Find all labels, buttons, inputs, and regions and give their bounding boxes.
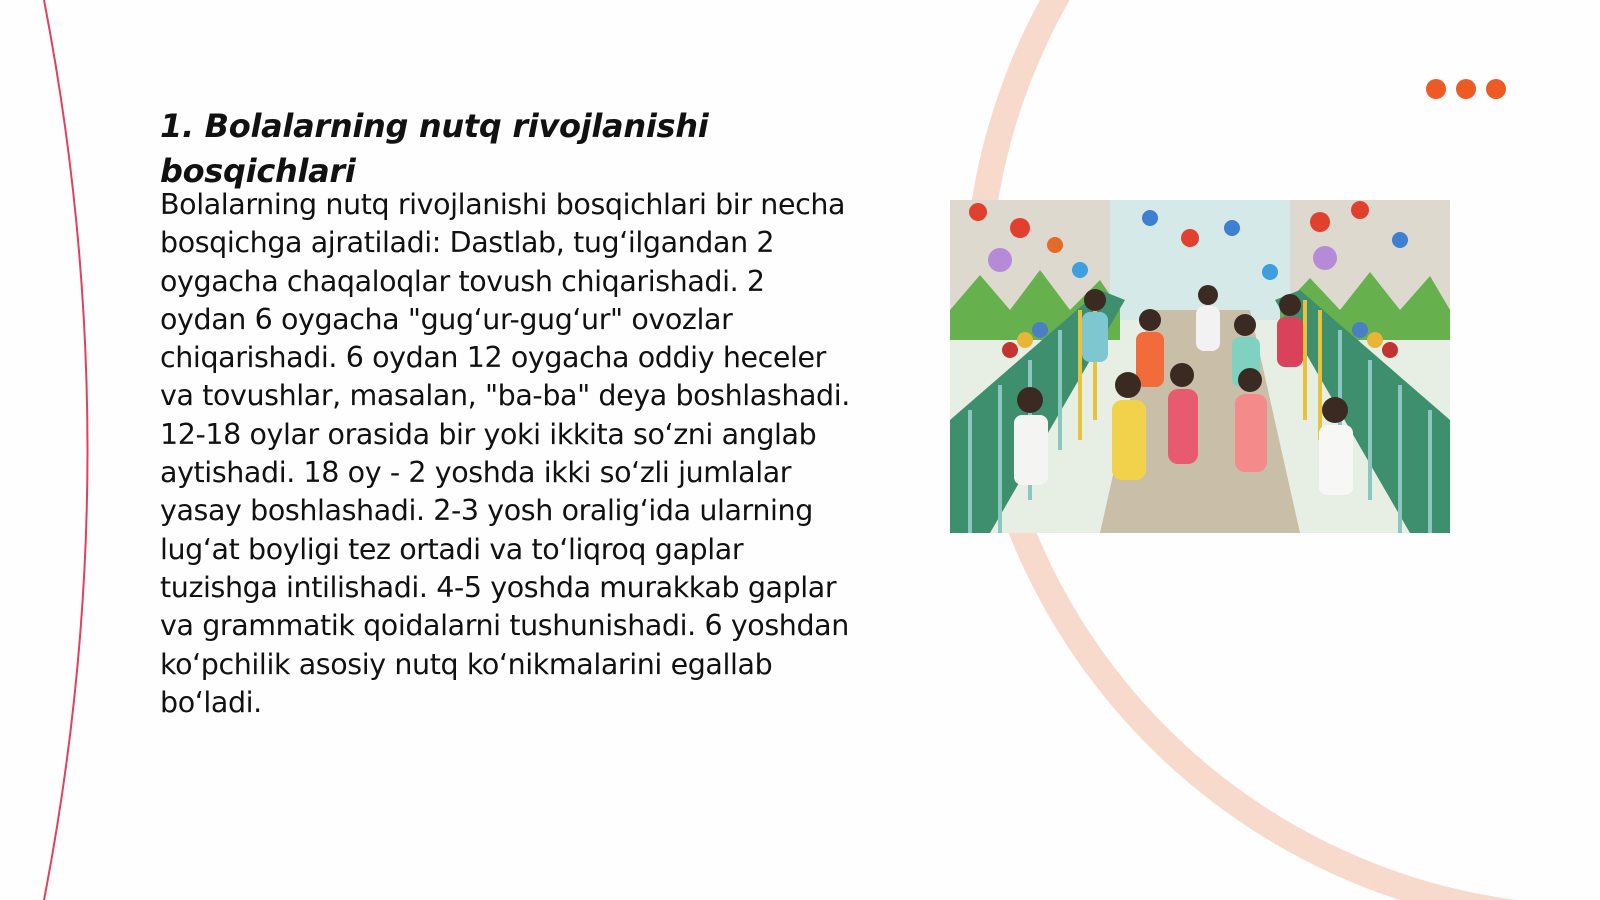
slide-title: 1. Bolalarning nutq rivojlanishi bosqichlari [160,107,709,190]
left-curve-line [44,0,88,900]
dot-icon [1456,79,1476,99]
slide-body-text: Bolalarning nutq rivojlanishi bosqichlari bir necha bosqichga ajratiladi: Dastlab, tug‘ilgandan 2 oygacha chaqaloqlar tovush chiqarishadi. 2 oydan 6 oygacha "gug‘ur-gug‘ur" ovozlar chiqarishadi. 6 oydan 12 oygacha oddiy heceler va tovushlar, masalan, "ba-ba" deya boshlashadi. 12-18 oylar orasida bir yoki ikkita so‘zni anglab aytishadi. 18 oy - 2 yoshda ikki so‘zli jumlalar yasay boshlashadi. 2-3 yosh oralig‘ida ularning lug‘at boyligi tez ortadi va to‘liqroq gaplar tuzishga intilishadi. 4-5 yoshda murakkab gaplar va grammatik qoidalarni tushunishadi. 6 yoshdan ko‘pchilik asosiy nutq ko‘nikmalarini egallab bo‘ladi. [160,188,850,719]
menu-dots [1426,79,1506,99]
dot-icon [1426,79,1446,99]
dot-icon [1486,79,1506,99]
photo-illustration [950,200,1450,533]
children-on-staircase-photo [950,200,1450,533]
